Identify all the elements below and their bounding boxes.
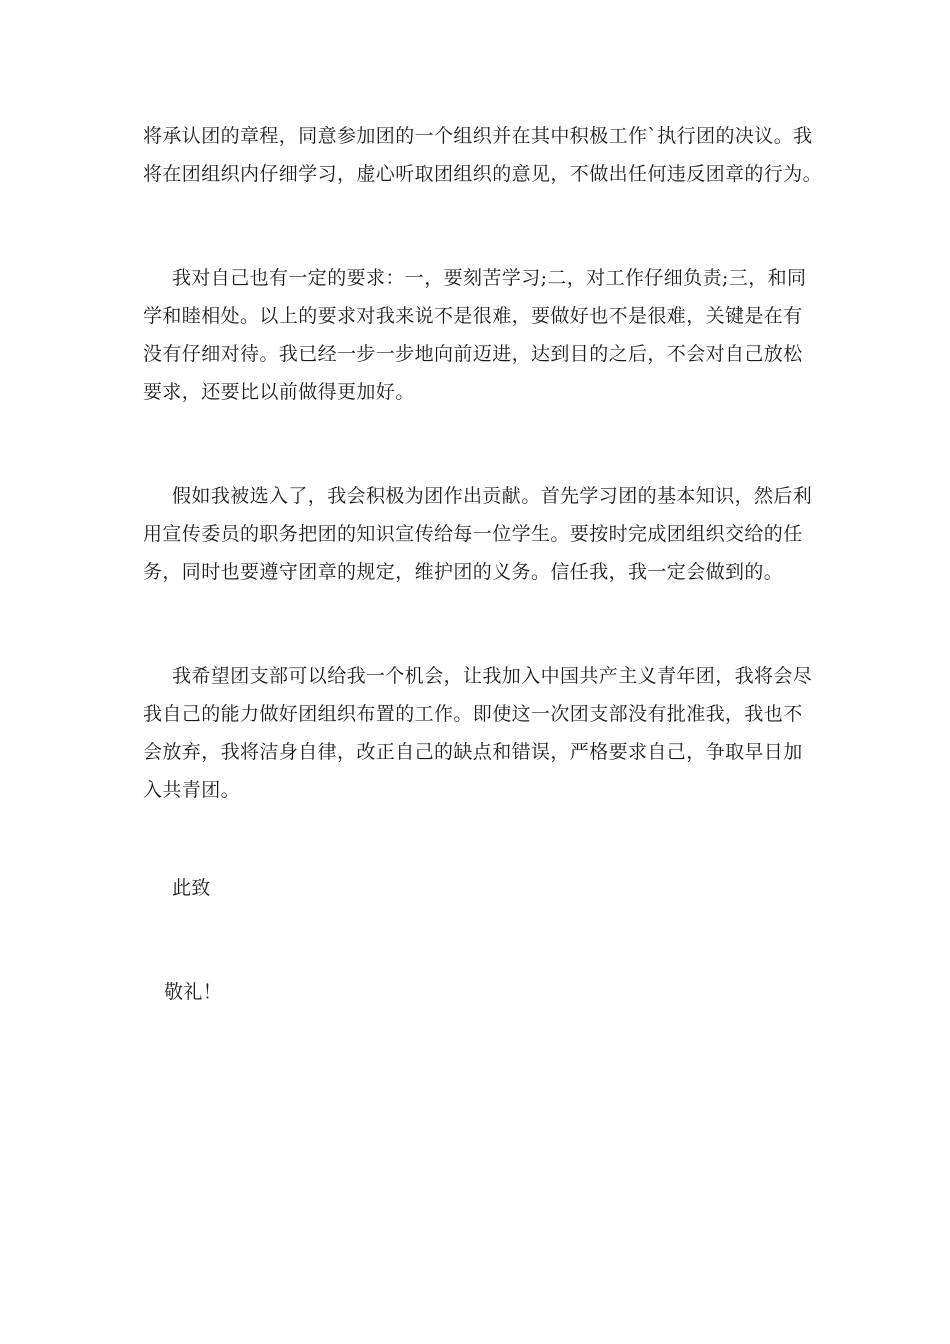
closing-regards: 敬礼！ [164, 981, 223, 1003]
paragraph-1-line-2: 将在团组织内仔细学习，虚心听取团组织的意见，不做出任何违反团章的行为。 [143, 163, 823, 185]
paragraph-4-line-1: 我希望团支部可以给我一个机会，让我加入中国共产主义青年团，我将会尽 [172, 665, 813, 687]
paragraph-3-line-3: 务，同时也要遵守团章的规定，维护团的义务。信任我，我一定会做到的。 [143, 561, 784, 583]
paragraph-3-line-1: 假如我被选入了，我会积极为团作出贡献。首先学习团的基本知识，然后利 [172, 485, 813, 507]
paragraph-3-line-2: 用宣传委员的职务把团的知识宣传给每一位学生。要按时完成团组织交给的任 [143, 523, 803, 545]
paragraph-2-line-2: 学和睦相处。以上的要求对我来说不是很难，要做好也不是很难，关键是在有 [143, 305, 803, 327]
paragraph-2-line-4: 要求，还要比以前做得更加好。 [143, 381, 415, 403]
paragraph-2-line-1: 我对自己也有一定的要求：一，要刻苦学习;二，对工作仔细负责;三，和同 [172, 267, 807, 289]
paragraph-4-line-2: 我自己的能力做好团组织布置的工作。即使这一次团支部没有批准我，我也不 [143, 703, 803, 725]
paragraph-4-line-4: 入共青团。 [143, 779, 241, 801]
closing-salutation: 此致 [172, 877, 211, 899]
paragraph-2-line-3: 没有仔细对待。我已经一步一步地向前迈进，达到目的之后，不会对自己放松 [143, 343, 803, 365]
paragraph-4-line-3: 会放弃，我将洁身自律，改正自己的缺点和错误，严格要求自己，争取早日加 [143, 741, 803, 763]
paragraph-1-line-1: 将承认团的章程，同意参加团的一个组织并在其中积极工作`执行团的决议。我 [143, 125, 813, 147]
